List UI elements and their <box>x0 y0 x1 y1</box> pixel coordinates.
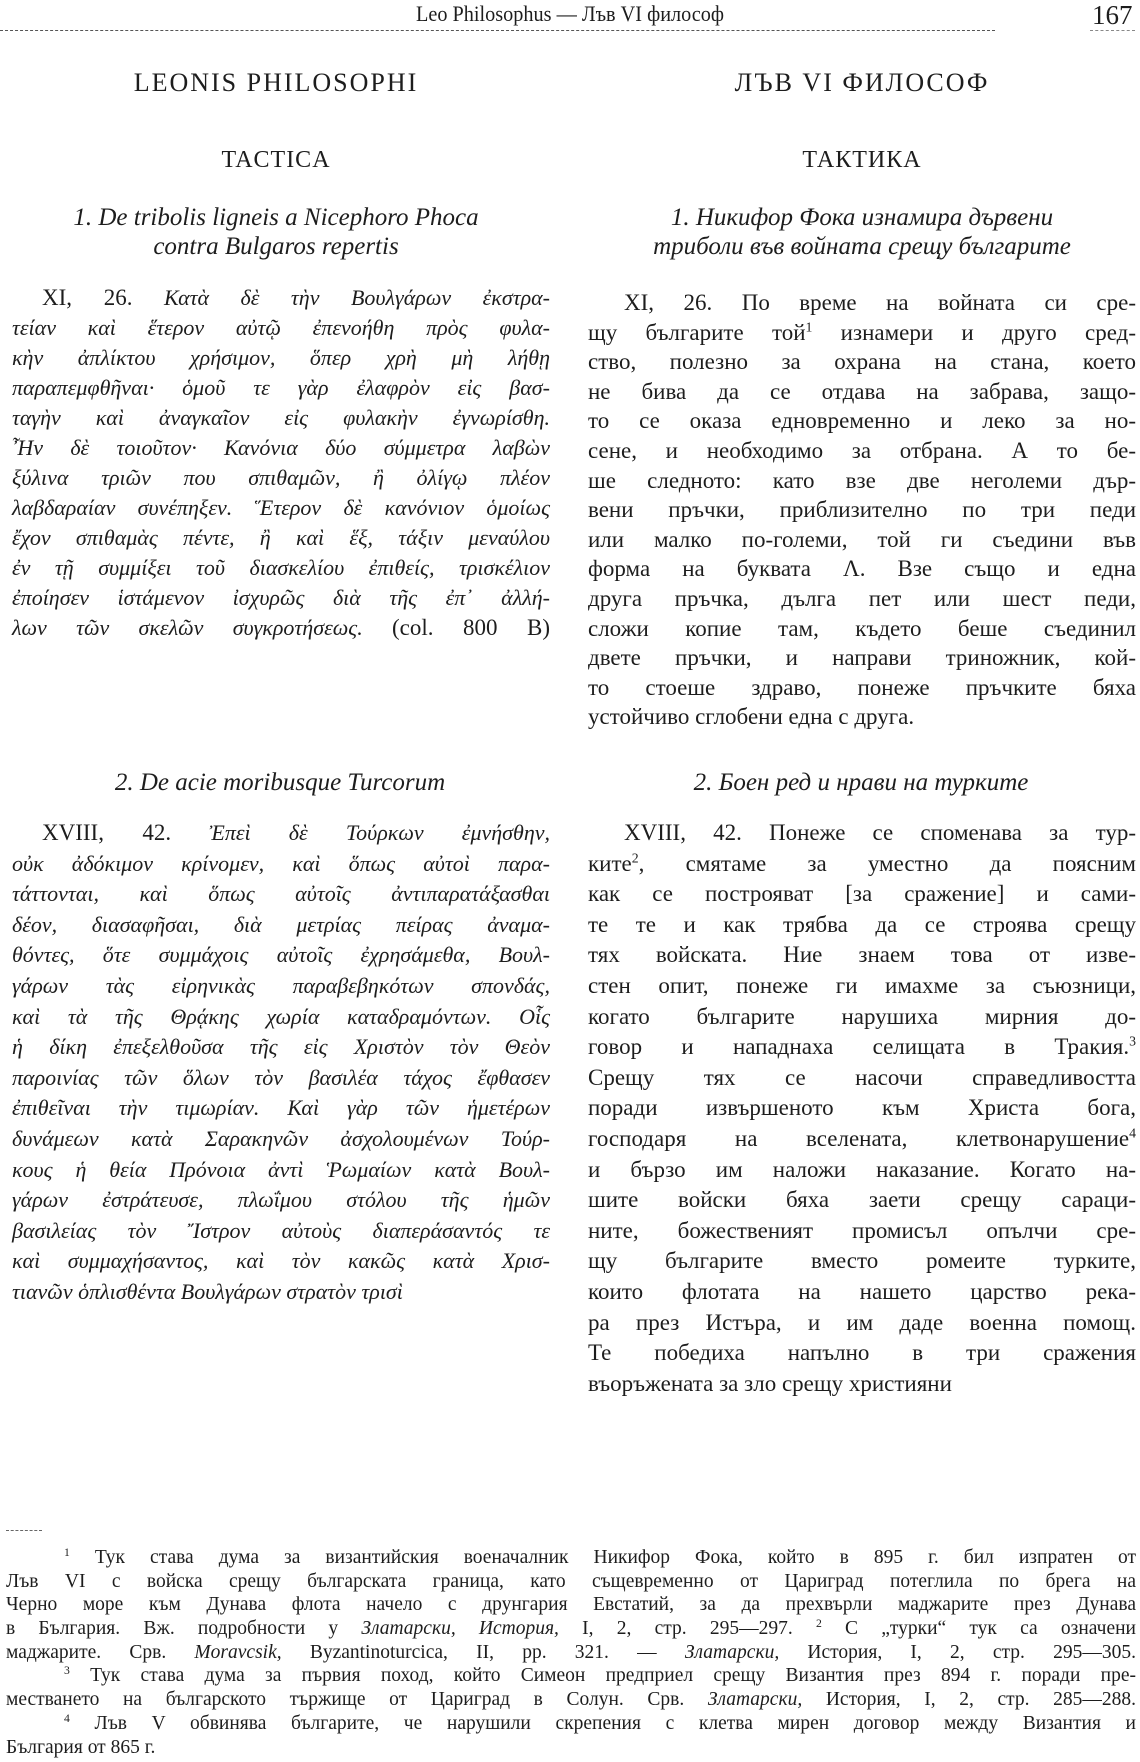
text-run: Лъв VI с войска срещу българската граница, като същевременно от Цариград потеглила по брега на <box>6 1570 1136 1592</box>
text-run: ξύλινα τριῶν που σπιθαμῶν, ἢ ὀλίγῳ πλέον <box>12 465 550 490</box>
text-line <box>588 584 1136 614</box>
text-run: κὴν ἀπλίκτου χρήσιμον, ὅπερ χρὴ μὴ λήθῃ <box>12 345 550 370</box>
header-rule <box>1090 30 1135 31</box>
text-line <box>12 1124 550 1155</box>
text-line <box>588 1216 1136 1247</box>
text-run: δέον, διασαφῆσαι, διὰ μετρίας πείρας ἀναμα- <box>12 911 550 937</box>
text-line <box>588 495 1136 525</box>
text-line <box>588 849 1136 880</box>
text-run: Ἦν δὲ τοιοῦτον· Κανόνια δύο σύμμετρα λαβὼν <box>12 435 550 460</box>
right-section-2-text <box>588 818 1136 1399</box>
text-line <box>12 283 550 313</box>
text-line <box>588 288 1136 318</box>
text-run: щу българите той <box>588 319 806 345</box>
text-line <box>12 1002 550 1033</box>
text-line <box>588 1185 1136 1216</box>
text-line <box>588 1277 1136 1308</box>
text-line <box>588 1246 1136 1277</box>
text-run: то стоеше здраво, понеже пръчките бяха <box>588 674 1136 700</box>
text-run: παραπεμφθῆναι· ὁμοῦ τε γὰρ ἐλαφρὸν εἰς βασ- <box>12 375 550 400</box>
text-run: Черно море към Дунава флота начело с друнгария Евстатий, за да прехвърли маджарите през Дунава <box>6 1594 1136 1616</box>
text-line <box>12 971 550 1002</box>
text-line <box>12 1063 550 1094</box>
text-line <box>12 493 550 523</box>
left-title: LEONIS PHILOSOPHI <box>133 68 419 97</box>
text-line <box>588 347 1136 377</box>
text-run: стен опит, понеже ги имахме за съюзници, <box>588 972 1136 998</box>
footnote-marker: 1 <box>64 1545 70 1559</box>
text-run: ἐποίησεν ἱστάμενον ἰσχυρῶς διὰ τῆς ἐπ᾿ ἀλλή- <box>12 585 550 610</box>
text-line <box>12 463 550 493</box>
text-run: тях войската. Ние знаем това от изве- <box>588 942 1136 968</box>
text-run: τάττονται, καὶ ὅπως αὐτοῖς ἀντιπαρατάξασθαι <box>12 881 550 907</box>
text-run: изнамери и друго сред- <box>812 319 1137 345</box>
italic-citation: Златарски, <box>684 1641 780 1663</box>
text-line <box>588 971 1136 1002</box>
text-run: или малко по-големи, той ги съедини във <box>588 526 1136 552</box>
column-reference: (col. 800 B) <box>391 615 551 640</box>
text-run: поради извършеното към Христа бога, <box>588 1095 1136 1121</box>
footnote-marker: 2 <box>815 1617 822 1631</box>
right-title: ЛЪВ VI ФИЛОСОФ <box>734 68 990 97</box>
text-line <box>588 1369 1136 1400</box>
text-run: в България. Вж. подробности у <box>6 1618 362 1640</box>
text-line <box>12 1155 550 1186</box>
italic-citation: Moravcsik, <box>194 1641 282 1663</box>
text-run: Понеже се споменава за тур- <box>768 820 1136 845</box>
text-line <box>12 343 550 373</box>
text-run: сене, и необходимо за отбрана. А то бе- <box>588 437 1136 463</box>
heading-line: contra Bulgaros repertis <box>153 233 399 260</box>
footnote-line <box>6 1617 1136 1641</box>
text-line <box>588 318 1136 348</box>
chapter-reference: XI, 26. <box>42 285 133 310</box>
page-number: 167 <box>1092 0 1133 30</box>
text-run: въоръжената за зло срещу християни <box>588 1370 952 1396</box>
heading-line: 2. De acie moribusque Turcorum <box>114 769 446 796</box>
left-section-1-text <box>12 283 550 643</box>
text-run: щу българите вместо ромеите турките, <box>588 1248 1136 1274</box>
text-run: История, I, 2, стр. 295—305. <box>779 1641 1136 1663</box>
text-line <box>588 940 1136 971</box>
text-run: Лъв V обвинява българите, че нарушили скрепения с клетва мирен договор между Византия и <box>69 1712 1136 1734</box>
text-line <box>12 1185 550 1216</box>
footnotes <box>6 1546 1136 1759</box>
footnote-marker: 4 <box>64 1711 70 1725</box>
text-line <box>12 818 550 849</box>
text-run: καὶ συμμαχήσαντος, καὶ τὸν κακῶς κατὰ Χρισ- <box>12 1248 550 1274</box>
text-line <box>12 1032 550 1063</box>
running-head-title: Leo Philosophus — Лъв VI философ <box>416 1 724 26</box>
footnote-line <box>6 1546 1136 1570</box>
text-run: не бива да се отдава на забрава, защо- <box>588 378 1136 404</box>
chapter-reference: XVIII, 42. <box>624 820 742 845</box>
text-run: ἐν τῇ συμμίξει τοῦ διασκελίου ἐπιθείς, τρισκέλιον <box>12 555 550 580</box>
chapter-reference: XVIII, 42. <box>42 820 172 845</box>
text-run: δυνάμεων κατὰ Σαρακηνῶν ἀσχολουμένων Τούρ- <box>12 1125 550 1151</box>
text-run: ταγὴν καὶ ἀναγκαῖον εἰς φυλακὴν ἐγνωρίσθη. <box>12 405 550 430</box>
text-line <box>588 1093 1136 1124</box>
text-run: когато българите нарушиха мирния до- <box>588 1003 1136 1029</box>
text-run: България от 865 г. <box>6 1736 156 1758</box>
text-run: τιανῶν ὁπλισθέντα Βουλγάρων στρατὸν τρισὶ <box>12 1278 403 1304</box>
text-run: те те и как трябва да се строява срещу <box>588 911 1136 937</box>
text-run: местването на българското тържище от Цариград в Солун. Срв. <box>6 1689 708 1711</box>
text-run: γάρων ἐστράτευσε, πλωΐμου στόλου τῆς ἡμῶν <box>12 1187 550 1213</box>
text-run: παροινίας τῶν ὅλων τὸν βασιλέα τάχος ἔφθασεν <box>12 1064 550 1090</box>
right-section-1-text <box>588 288 1136 732</box>
heading-line: 1. Никифор Фока изнамира дървени <box>670 204 1054 231</box>
text-run: вени пръчки, приблизително по три педи <box>588 497 1136 523</box>
text-run: говор и нападнаха селищата в Тракия. <box>588 1034 1130 1060</box>
text-run: οὐκ ἀδόκιμον κρίνομεν, καὶ ὅπως αὐτοὶ παρα- <box>12 850 550 876</box>
text-run: маджарите. Срв. <box>6 1641 195 1663</box>
text-line <box>588 643 1136 673</box>
text-line <box>588 1308 1136 1339</box>
text-run: По време на войната си сре- <box>741 290 1137 315</box>
text-run: Те победиха напълно в три сражения <box>588 1340 1136 1366</box>
chapter-reference: XI, 26. <box>624 290 713 315</box>
text-run: друга пръчка, дълга пет или шест педи, <box>588 585 1136 611</box>
right-subtitle: ТАКТИКА <box>802 147 922 173</box>
text-run: господаря на вселената, клетвонарушение <box>588 1125 1130 1151</box>
text-run: ше следното: като взе две неголеми дър- <box>588 467 1136 493</box>
text-run: λων τῶν σκελῶν συγκροτήσεως. <box>12 615 363 640</box>
text-line <box>12 553 550 583</box>
text-run: ἔχον σπιθαμὰς πέντε, ἢ καὶ ἕξ, τάξιν μεναύλου <box>12 525 550 550</box>
text-run: Тук става дума за първия поход, който Симеон предприел срещу Византия през 894 г. поради пре- <box>69 1665 1136 1687</box>
text-line <box>588 436 1136 466</box>
text-line <box>12 1216 550 1247</box>
text-line <box>12 433 550 463</box>
footnote-marker: 3 <box>64 1664 70 1678</box>
text-line <box>12 523 550 553</box>
footnote-line <box>6 1593 1136 1617</box>
text-run: καὶ τὰ τῆς Θρᾴκης χωρία καταδραμόντων. Οἷς <box>12 1003 550 1029</box>
text-line <box>12 1093 550 1124</box>
text-run: С „турки“ тук са означени <box>821 1618 1136 1640</box>
text-run: I, 2, стр. 295—297. <box>558 1618 816 1640</box>
footnote-line <box>6 1712 1136 1736</box>
text-line <box>12 910 550 941</box>
text-line <box>588 1063 1136 1094</box>
text-run: Κατὰ δὲ τὴν Βουλγάρων ἐκστρα- <box>164 285 551 310</box>
text-run: то се оказа едновременно и леко за но- <box>588 408 1136 434</box>
text-line <box>12 583 550 613</box>
footnote-separator <box>6 1530 42 1531</box>
text-line <box>12 1246 550 1277</box>
left-section-2-heading <box>0 768 560 797</box>
text-line <box>588 702 1136 732</box>
text-run: ἐπιθεῖναι τὴν τιμωρίαν. Καὶ γὰρ τῶν ἡμετέρων <box>12 1095 550 1121</box>
text-line <box>588 1032 1136 1063</box>
footnote-marker: 1 <box>805 319 813 335</box>
text-run: ните, божественият промисъл опълчи сре- <box>588 1217 1136 1243</box>
text-run: ките <box>588 850 632 876</box>
italic-citation: Златарски, История, <box>361 1618 559 1640</box>
text-run: ра през Истъра, и им даде военна помощ. <box>588 1309 1136 1335</box>
heading-line: триболи във войната срещу българите <box>653 233 1071 260</box>
text-line <box>588 1155 1136 1186</box>
text-run: Срещу тях се насочи справедливостта <box>588 1064 1136 1090</box>
text-line <box>12 1277 550 1308</box>
text-run: γάρων τὰς εἰρηνικὰς παραβεβηκότων σπονδάς, <box>12 972 550 998</box>
text-line <box>12 373 550 403</box>
text-run: λαβδαραίαν συνέπηξεν. Ἕτερον δὲ κανόνιον ὁμοίως <box>12 495 550 520</box>
text-line <box>588 525 1136 555</box>
text-run: κους ἡ θεία Πρόνοια ἀντὶ Ῥωμαίων κατὰ Βουλ- <box>12 1156 550 1182</box>
footnote-marker: 2 <box>631 850 639 866</box>
text-line <box>588 554 1136 584</box>
text-run: ство, полезно за охрана на стана, което <box>588 349 1136 375</box>
text-line <box>12 403 550 433</box>
footnote-line <box>6 1570 1136 1594</box>
footnote-line <box>6 1641 1136 1665</box>
text-run: θόντες, ὅτε συμμάχοις αὐτοῖς ἐχρησάμεθα, Βουλ- <box>12 942 550 968</box>
italic-citation: Златарски, <box>707 1689 803 1711</box>
text-run: устойчиво сглобени една с друга. <box>588 704 915 730</box>
text-line <box>12 940 550 971</box>
text-run: форма на буквата Λ. Взе също и една <box>588 556 1136 582</box>
text-run: , смятаме за уместно да поясним <box>638 850 1136 876</box>
text-line <box>588 466 1136 496</box>
footnote-line <box>6 1664 1136 1688</box>
text-run: История, I, 2, стр. 285—288. <box>802 1689 1136 1711</box>
text-run: двете пръчки, и направи триножник, кой- <box>588 645 1136 671</box>
left-section-1-heading <box>0 203 552 261</box>
text-run: шите войски бяха заети срещу сараци- <box>588 1187 1136 1213</box>
text-line <box>588 910 1136 941</box>
text-run: ἡ δίκη ἐπεξελθοῦσα τῆς εἰς Χριστὸν τὸν Θεὸν <box>12 1034 550 1060</box>
text-line <box>588 818 1136 849</box>
text-run: които флотата на нашето царство река- <box>588 1278 1136 1304</box>
text-line <box>588 673 1136 703</box>
footnote-line <box>6 1736 1136 1760</box>
text-line <box>12 879 550 910</box>
text-line <box>588 1338 1136 1369</box>
text-line <box>588 1124 1136 1155</box>
left-section-2-text <box>12 818 550 1308</box>
text-line <box>588 614 1136 644</box>
right-section-2-heading <box>600 768 1122 797</box>
right-section-1-heading <box>584 203 1140 261</box>
text-line <box>588 879 1136 910</box>
footnote-marker: 3 <box>1129 1033 1136 1049</box>
text-line <box>588 406 1136 436</box>
text-line <box>12 849 550 880</box>
text-run: βασιλείας τὸν Ἴστρον αὐτοὺς διαπεράσαντός τε <box>12 1217 550 1243</box>
text-run: сложи копие там, където беше съединил <box>588 615 1136 641</box>
text-line <box>12 613 550 643</box>
text-line <box>588 1002 1136 1033</box>
left-subtitle: TACTICA <box>221 147 331 173</box>
footnote-marker: 4 <box>1129 1125 1136 1141</box>
text-run: как се построяват [за сражение] и сами- <box>588 881 1136 907</box>
text-run: τείαν καὶ ἕτερον αὐτῷ ἐπενοήθη πρὸς φυλα- <box>12 315 550 340</box>
text-run: Byzantinoturcica, II, pp. 321. — <box>281 1641 685 1663</box>
text-line <box>12 313 550 343</box>
heading-line: 1. De tribolis ligneis a Nicephoro Phoca <box>73 204 479 231</box>
text-run: Тук става дума за византийския военачалник Никифор Фока, който в 895 г. бил изпратен от <box>69 1547 1136 1568</box>
text-run: Ἐπεὶ δὲ Τούρκων ἐμνήσθην, <box>209 820 550 845</box>
text-line <box>588 377 1136 407</box>
footnote-line <box>6 1688 1136 1712</box>
heading-line: 2. Боен ред и нрави на турките <box>693 769 1029 796</box>
text-run: и бързо им наложи наказание. Когато на- <box>588 1156 1136 1182</box>
header-rule <box>0 30 995 31</box>
